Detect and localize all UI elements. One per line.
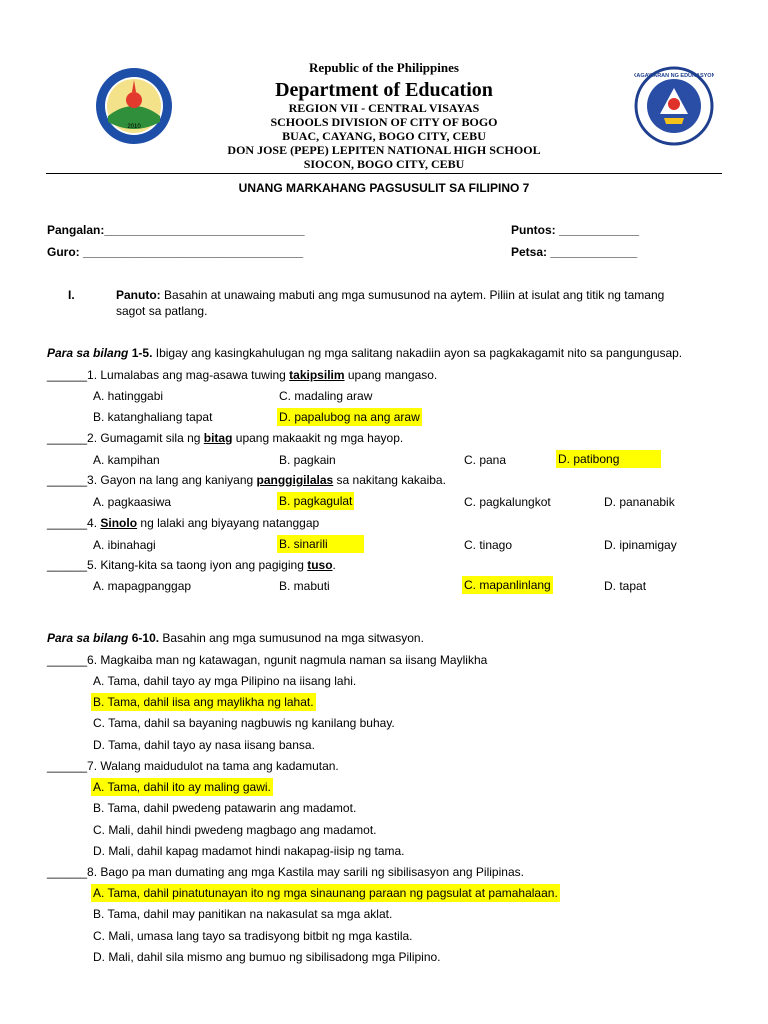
q7-option-c: C. Mali, dahil hindi pwedeng magbago ang madamot.	[93, 823, 377, 837]
header-address: BUAC, CAYANG, BOGO CITY, CEBU	[282, 129, 486, 143]
svg-text:2010: 2010	[127, 124, 141, 130]
header-school: DON JOSE (PEPE) LEPITEN NATIONAL HIGH SCHOOL	[227, 143, 541, 157]
q6-option-b-highlighted: B. Tama, dahil iisa ang maylikha ng lahat.	[93, 695, 314, 709]
q6-option-d: D. Tama, dahil tayo ay nasa iisang bansa.	[93, 738, 315, 752]
q4-option-b-highlighted: B. sinarili	[277, 535, 364, 553]
q3-option-b-highlighted: B. pagkagulat	[279, 494, 353, 508]
q7-option-d: D. Mali, dahil kapag madamot hindi nakapag-iisip ng tama.	[93, 844, 405, 858]
header-school-address: SIOCON, BOGO CITY, CEBU	[303, 157, 465, 171]
instructions-number: I.	[68, 288, 75, 302]
part1-intro	[47, 345, 682, 361]
header-republic: Republic of the Philippines	[309, 60, 459, 75]
puntos-field: Puntos: ____________	[511, 223, 640, 237]
instructions-text: Basahin at unawaing mabuti ang mga sumusunod na aytem. Piliin at isulat ang titik ng tamang	[164, 288, 665, 302]
question-5: ______5. Kitang-kita sa taong iyon ang pagiging tuso.	[47, 558, 336, 572]
q7-option-b: B. Tama, dahil pwedeng patawarin ang madamot.	[93, 801, 357, 815]
instructions-label: Panuto:	[116, 288, 161, 302]
q3-option-c: C. pagkalungkot	[464, 495, 551, 509]
q6-option-a: A. Tama, dahil tayo ay mga Pilipino na iisang lahi.	[93, 674, 357, 688]
part1-intro-italic: Para sa bilang	[47, 346, 129, 360]
q2-option-c: C. pana	[464, 453, 507, 467]
q8-option-b: B. Tama, dahil may panitikan na nakasulat sa mga aklat.	[93, 907, 393, 921]
question-8: ______8. Bago pa man dumating ang mga Kastila may sarili ng sibilisasyon ang Pilipinas.	[47, 865, 524, 879]
q1-option-c: C. madaling araw	[279, 389, 373, 403]
q4-option-d: D. ipinamigay	[604, 538, 677, 552]
q5-option-b: B. mabuti	[279, 579, 330, 593]
question-4: ______4. Sinolo ng lalaki ang biyayang natanggap	[47, 516, 320, 530]
keyword: Sinolo	[100, 516, 138, 530]
q4-option-c: C. tinago	[464, 538, 513, 552]
q7-option-a-highlighted: A. Tama, dahil ito ay maling gawi.	[93, 780, 271, 794]
svg-text:KAGAWARAN NG EDUKASYON: KAGAWARAN NG EDUKASYON	[634, 73, 714, 79]
q4-option-a: A. ibinahagi	[93, 538, 156, 552]
question-1: ______1. Lumalabas ang mag-asawa tuwing takipsilim upang mangaso.	[47, 368, 438, 382]
keyword: tuso	[307, 558, 333, 572]
q8-option-c: C. Mali, umasa lang tayo sa tradisyong bitbit ng mga kastila.	[93, 929, 413, 943]
q5-option-a: A. mapagpanggap	[93, 579, 192, 593]
keyword: bitag	[203, 431, 233, 445]
question-7: ______7. Walang maidudulot na tama ang kadamutan.	[47, 759, 339, 773]
q3-option-d: D. pananabik	[604, 495, 675, 509]
q1-option-a: A. hatinggabi	[93, 389, 164, 403]
petsa-field: Petsa: _____________	[511, 245, 638, 259]
part2-intro	[47, 630, 424, 646]
q1-option-b: B. katanghaliang tapat	[93, 410, 213, 424]
part1-intro-range: 1-5.	[131, 346, 153, 360]
q2-option-b: B. pagkain	[279, 453, 336, 467]
part2-intro-italic: Para sa bilang	[47, 631, 129, 645]
header-division: SCHOOLS DIVISION OF CITY OF BOGO	[270, 115, 498, 129]
q8-option-a-highlighted: A. Tama, dahil pinatutunayan ito ng mga sinaunang paraan ng pagsulat at pamahalaan.	[93, 886, 558, 900]
header-region: REGION VII - CENTRAL VISAYAS	[288, 101, 480, 115]
q1-option-d-highlighted: D. papalubog na ang araw	[279, 410, 420, 424]
question-6: ______6. Magkaiba man ng katawagan, ngunit nagmula naman sa iisang Maylikha	[47, 653, 488, 667]
q5-option-d: D. tapat	[604, 579, 647, 593]
exam-title: UNANG MARKAHANG PAGSUSULIT SA FILIPINO 7	[238, 181, 530, 195]
pangalan-field: Pangalan:______________________________	[47, 223, 305, 237]
q6-option-c: C. Tama, dahil sa bayaning nagbuwis ng kanilang buhay.	[93, 716, 395, 730]
keyword: panggigilalas	[256, 473, 334, 487]
header-divider	[46, 173, 722, 174]
instructions-line2: sagot sa patlang.	[116, 304, 208, 318]
q3-option-a: A. pagkaasiwa	[93, 495, 172, 509]
part2-intro-text: Basahin ang mga sumusunod na mga sitwasyon.	[162, 631, 424, 645]
question-2: ______2. Gumagamit sila ng bitag upang makaakit ng mga hayop.	[47, 431, 404, 445]
q2-option-a: A. kampihan	[93, 453, 160, 467]
keyword: takipsilim	[289, 368, 345, 382]
instructions-line1	[116, 287, 664, 303]
header-department: Department of Education	[275, 79, 493, 101]
q8-option-d: D. Mali, dahil sila mismo ang bumuo ng sibilisadong mga Pilipino.	[93, 950, 441, 964]
part2-intro-range: 6-10.	[131, 631, 160, 645]
q2-option-d-highlighted: D. patibong	[556, 450, 661, 468]
part1-intro-text: Ibigay ang kasingkahulugan ng mga salitang nakadiin ayon sa pagkakagamit nito sa pangungusap.	[155, 346, 683, 360]
q5-option-c-highlighted: C. mapanlinlang	[464, 578, 551, 592]
question-3: ______3. Gayon na lang ang kaniyang panggigilalas sa nakitang kakaiba.	[47, 473, 446, 487]
guro-field: Guro: _________________________________	[47, 245, 304, 259]
